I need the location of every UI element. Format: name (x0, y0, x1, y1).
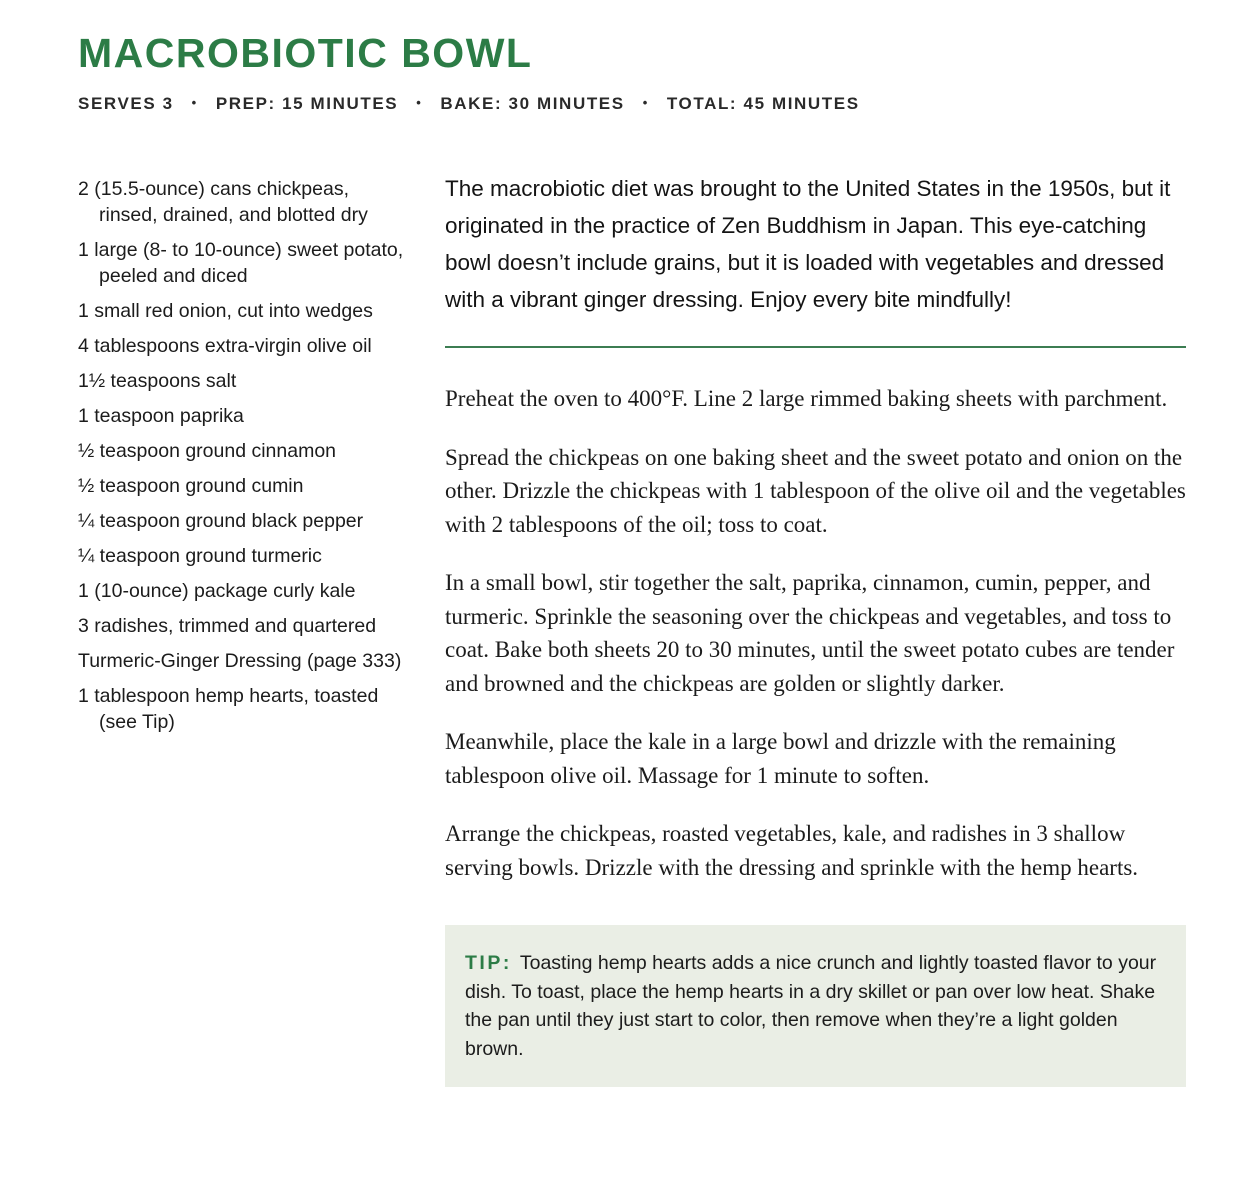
recipe-page (78, 30, 1186, 1087)
ingredient-item: Turmeric-Ginger Dressing (page 333) (78, 650, 402, 672)
ingredient-item: 1 tablespoon hemp hearts, toasted (see Tip) (78, 685, 379, 733)
meta-bullet-separator: • (642, 95, 649, 110)
meta-bullet-separator: • (416, 95, 423, 110)
step-paragraph: Meanwhile, place the kale in a large bowl and drizzle with the remaining tablespoon olive oil. Massage for 1 minute to soften. (445, 729, 1116, 788)
meta-bullet-separator: • (191, 95, 198, 110)
recipe-body (445, 176, 1186, 1087)
ingredient-item: ¼ teaspoon ground black pepper (78, 510, 364, 532)
directions (445, 382, 1186, 884)
ingredient-item: ¼ teaspoon ground turmeric (78, 545, 322, 567)
intro-paragraph: The macrobiotic diet was brought to the United States in the 1950s, but it originated in the practice of Zen Buddhism in Japan. This eye-catching bowl doesn’t include grains, but it is loaded with vegetables and dressed with a vibrant ginger dressing. Enjoy every bite mindfully! (445, 176, 1171, 312)
ingredient-item: 1 (10-ounce) package curly kale (78, 580, 356, 602)
ingredient-item: 2 (15.5-ounce) cans chickpeas, rinsed, drained, and blotted dry (78, 178, 368, 226)
ingredient-item: ½ teaspoon ground cinnamon (78, 440, 337, 462)
ingredient-item: 4 tablespoons extra-virgin olive oil (78, 335, 372, 357)
ingredient-item: 1 teaspoon paprika (78, 405, 244, 427)
meta-serves: SERVES 3 (78, 94, 174, 113)
meta-prep: PREP: 15 MINUTES (215, 94, 399, 113)
step-paragraph: Arrange the chickpeas, roasted vegetables, kale, and radishes in 3 shallow serving bowls. Drizzle with the dressing and sprinkle with the hemp hearts. (445, 821, 1139, 880)
ingredients-list (78, 176, 405, 1087)
ingredient-item: 1½ teaspoons salt (78, 370, 237, 392)
recipe-columns (78, 176, 1186, 1087)
tip-text: Toasting hemp hearts adds a nice crunch and lightly toasted flavor to your dish. To toast, place the hemp hearts in a dry skillet or pan over low heat. Shake the pan until they just start to color, then remove when they’re a light golden brown. (465, 952, 1157, 1060)
recipe-meta (78, 94, 1186, 114)
ingredient-item: 1 small red onion, cut into wedges (78, 300, 373, 322)
tip-content (465, 952, 1156, 1060)
ingredient-item: 1 large (8- to 10-ounce) sweet potato, peeled and diced (78, 239, 404, 287)
step-paragraph: In a small bowl, stir together the salt, paprika, cinnamon, cumin, pepper, and turmeric. Sprinkle the seasoning over the chickpeas and vegetables, and toss to coat. Bake both sheets 20 to 30 minutes, until the sweet potato cubes are tender and browned and the chickpeas are golden or slightly darker. (445, 570, 1175, 696)
meta-total: TOTAL: 45 MINUTES (666, 94, 860, 113)
step-paragraph: Spread the chickpeas on one baking sheet and the sweet potato and onion on the other. Drizzle the chickpeas with 1 tablespoon of the olive oil and the vegetables with 2 tablespoons of the oil; toss to coat. (445, 444, 1186, 537)
ingredient-item: 3 radishes, trimmed and quartered (78, 615, 377, 637)
tip-label: TIP: (465, 952, 512, 974)
ingredient-item: ½ teaspoon ground cumin (78, 475, 304, 497)
meta-bake: BAKE: 30 MINUTES (440, 94, 625, 113)
page-title: MACROBIOTIC BOWL (78, 30, 533, 76)
tip-box (445, 925, 1186, 1087)
section-divider (445, 346, 1186, 348)
step-paragraph: Preheat the oven to 400°F. Line 2 large rimmed baking sheets with parchment. (445, 386, 1168, 411)
